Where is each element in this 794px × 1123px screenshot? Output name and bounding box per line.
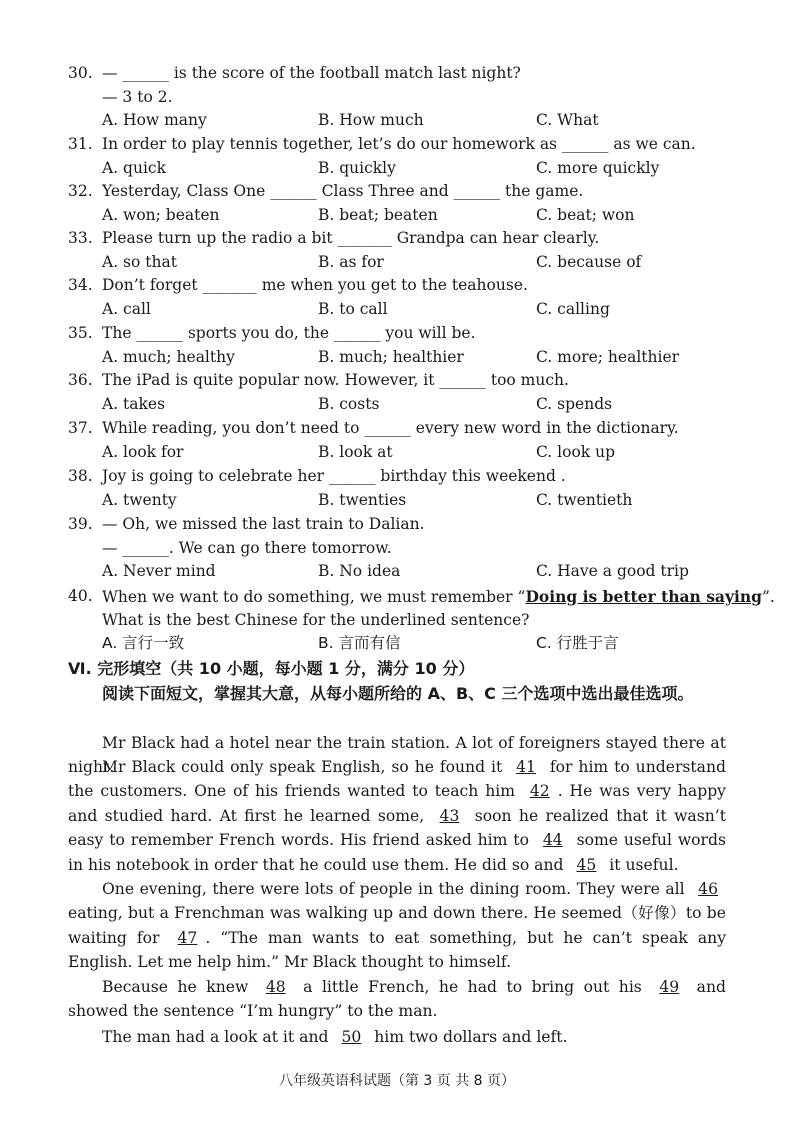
option-c: C. 行胜于言 xyxy=(536,634,619,653)
option-a: A. call xyxy=(102,299,151,318)
page-footer: 八年级英语科试题（第 3 页 共 8 页） xyxy=(278,1073,516,1089)
paragraph-text: The man had a look at it and xyxy=(102,1028,329,1046)
paragraph-text: soon he realized that it wasn’t easy to remember French words. His friend asked him to xyxy=(68,806,726,850)
option-b: B. quickly xyxy=(318,158,396,177)
question-number: 38. xyxy=(68,467,93,485)
option-b: B. twenties xyxy=(318,490,407,509)
option-a: A. How many xyxy=(102,111,207,130)
option-b: B. costs xyxy=(318,394,380,413)
option-c: C. because of xyxy=(536,252,642,271)
question-subtext: What is the best Chinese for the underlined sentence? xyxy=(102,610,530,629)
option-a: A. takes xyxy=(102,394,166,413)
option-a: A. 言行一致 xyxy=(102,634,185,653)
blank-43[interactable]: 43 xyxy=(439,806,460,825)
passage-paragraph-4 xyxy=(68,975,726,1024)
option-c: C. Have a good trip xyxy=(536,562,689,581)
question-text: — Oh, we missed the last train to Dalian. xyxy=(102,515,425,533)
question-text: While reading, you don’t need to ______ every new word in the dictionary. xyxy=(102,419,679,437)
option-b: B. 言而有信 xyxy=(318,634,401,653)
option-b: B. much; healthier xyxy=(318,347,464,366)
paragraph-text: him two dollars and left. xyxy=(374,1028,568,1046)
question-number: 33. xyxy=(68,229,93,247)
underlined-sentence: Doing is better than saying xyxy=(525,587,762,606)
option-b: B. look at xyxy=(318,442,393,461)
option-c: C. more; healthier xyxy=(536,347,680,366)
option-c: C. calling xyxy=(536,299,610,318)
blank-45[interactable]: 45 xyxy=(576,855,597,874)
question-number: 39. xyxy=(68,515,93,533)
paragraph-text: it useful. xyxy=(609,855,679,874)
question-text: The iPad is quite popular now. However, it ______ too much. xyxy=(102,371,569,389)
blank-50[interactable]: 50 xyxy=(341,1028,362,1046)
paragraph-text: Mr Black had a hotel near the train station. A lot of foreigners stayed there at night. xyxy=(68,734,726,777)
option-a: A. won; beaten xyxy=(102,205,220,224)
paragraph-text: One evening, there were lots of people in the dining room. They were all xyxy=(102,880,685,898)
option-c: C. twentieth xyxy=(536,490,633,509)
option-c: C. look up xyxy=(536,442,616,461)
question-number: 30. xyxy=(68,64,93,82)
question-number: 37. xyxy=(68,419,93,437)
passage-paragraph-2 xyxy=(68,755,726,877)
option-a: A. Never mind xyxy=(102,562,216,581)
question-text-post: ”. xyxy=(761,588,775,606)
question-text: In order to play tennis together, let’s do our homework as ______ as we can. xyxy=(102,135,696,153)
option-a: A. twenty xyxy=(102,490,177,509)
blank-44[interactable]: 44 xyxy=(542,831,563,850)
option-a: A. so that xyxy=(102,252,177,271)
passage-paragraph-5 xyxy=(68,1025,726,1049)
blank-47[interactable]: 47 xyxy=(177,928,198,947)
question-text: Please turn up the radio a bit _______ Grandpa can hear clearly. xyxy=(102,229,600,247)
blank-48[interactable]: 48 xyxy=(265,978,286,996)
paragraph-text: and showed the sentence “I’m hungry” to the man. xyxy=(68,978,726,1021)
question-number: 32. xyxy=(68,182,93,200)
option-c: C. spends xyxy=(536,394,613,413)
option-c: C. beat; won xyxy=(536,205,635,224)
option-a: A. quick xyxy=(102,158,166,177)
question-text: Don’t forget _______ me when you get to the teahouse. xyxy=(102,276,528,294)
passage-paragraph-3 xyxy=(68,877,726,975)
option-c: C. What xyxy=(536,111,599,130)
option-c: C. more quickly xyxy=(536,158,660,177)
question-text: Joy is going to celebrate her ______ birthday this weekend . xyxy=(102,467,566,485)
option-a: A. much; healthy xyxy=(102,347,235,366)
paragraph-text: eating, but a Frenchman was walking up and down there. He seemed（好像）to be waiting for xyxy=(68,904,726,947)
blank-42[interactable]: 42 xyxy=(529,782,550,801)
question-number: 31. xyxy=(68,135,93,153)
question-answer-line: — ______. We can go there tomorrow. xyxy=(102,538,392,557)
option-b: B. as for xyxy=(318,252,384,271)
question-text xyxy=(102,585,775,610)
question-text-pre: When we want to do something, we must remember “ xyxy=(102,588,526,606)
question-text: — ______ is the score of the football match last night? xyxy=(102,64,521,82)
question-number: 36. xyxy=(68,371,93,389)
blank-41[interactable]: 41 xyxy=(516,758,536,776)
option-b: B. No idea xyxy=(318,562,401,581)
paragraph-text: a little French, he had to bring out his xyxy=(303,978,642,996)
option-b: B. How much xyxy=(318,111,424,130)
question-text: Yesterday, Class One ______ Class Three and ______ the game. xyxy=(102,182,584,200)
paragraph-text: Because he knew xyxy=(102,978,249,996)
paragraph-text: for him to understand the customers. One of his friends wanted to teach him xyxy=(68,758,726,801)
section-instruction: 阅读下面短文，掌握其大意，从每小题所给的 A、B、C 三个选项中选出最佳选项。 xyxy=(102,684,694,703)
question-answer-line: — 3 to 2. xyxy=(102,87,173,106)
question-text: The ______ sports you do, the ______ you will be. xyxy=(102,324,476,342)
question-number: 34. xyxy=(68,276,93,294)
section-title: Ⅵ. 完形填空（共 10 小题，每小题 1 分，满分 10 分） xyxy=(68,659,475,678)
paragraph-text: Mr Black could only speak English, so he found it xyxy=(102,758,503,776)
blank-49[interactable]: 49 xyxy=(659,978,680,996)
blank-46[interactable]: 46 xyxy=(698,880,718,898)
question-number: 35. xyxy=(68,324,93,342)
option-b: B. to call xyxy=(318,299,388,318)
paragraph-text: . “The man wants to eat something, but he can’t speak any English. Let me help him.” Mr Black thought to himself. xyxy=(68,928,726,972)
question-number: 40. xyxy=(68,587,93,605)
paragraph-text: . He was very happy and studied hard. At first he learned some, xyxy=(68,782,726,825)
paragraph-text: some useful words in his notebook in order that he could use them. He did so and xyxy=(68,831,726,874)
option-a: A. look for xyxy=(102,442,184,461)
option-b: B. beat; beaten xyxy=(318,205,438,224)
